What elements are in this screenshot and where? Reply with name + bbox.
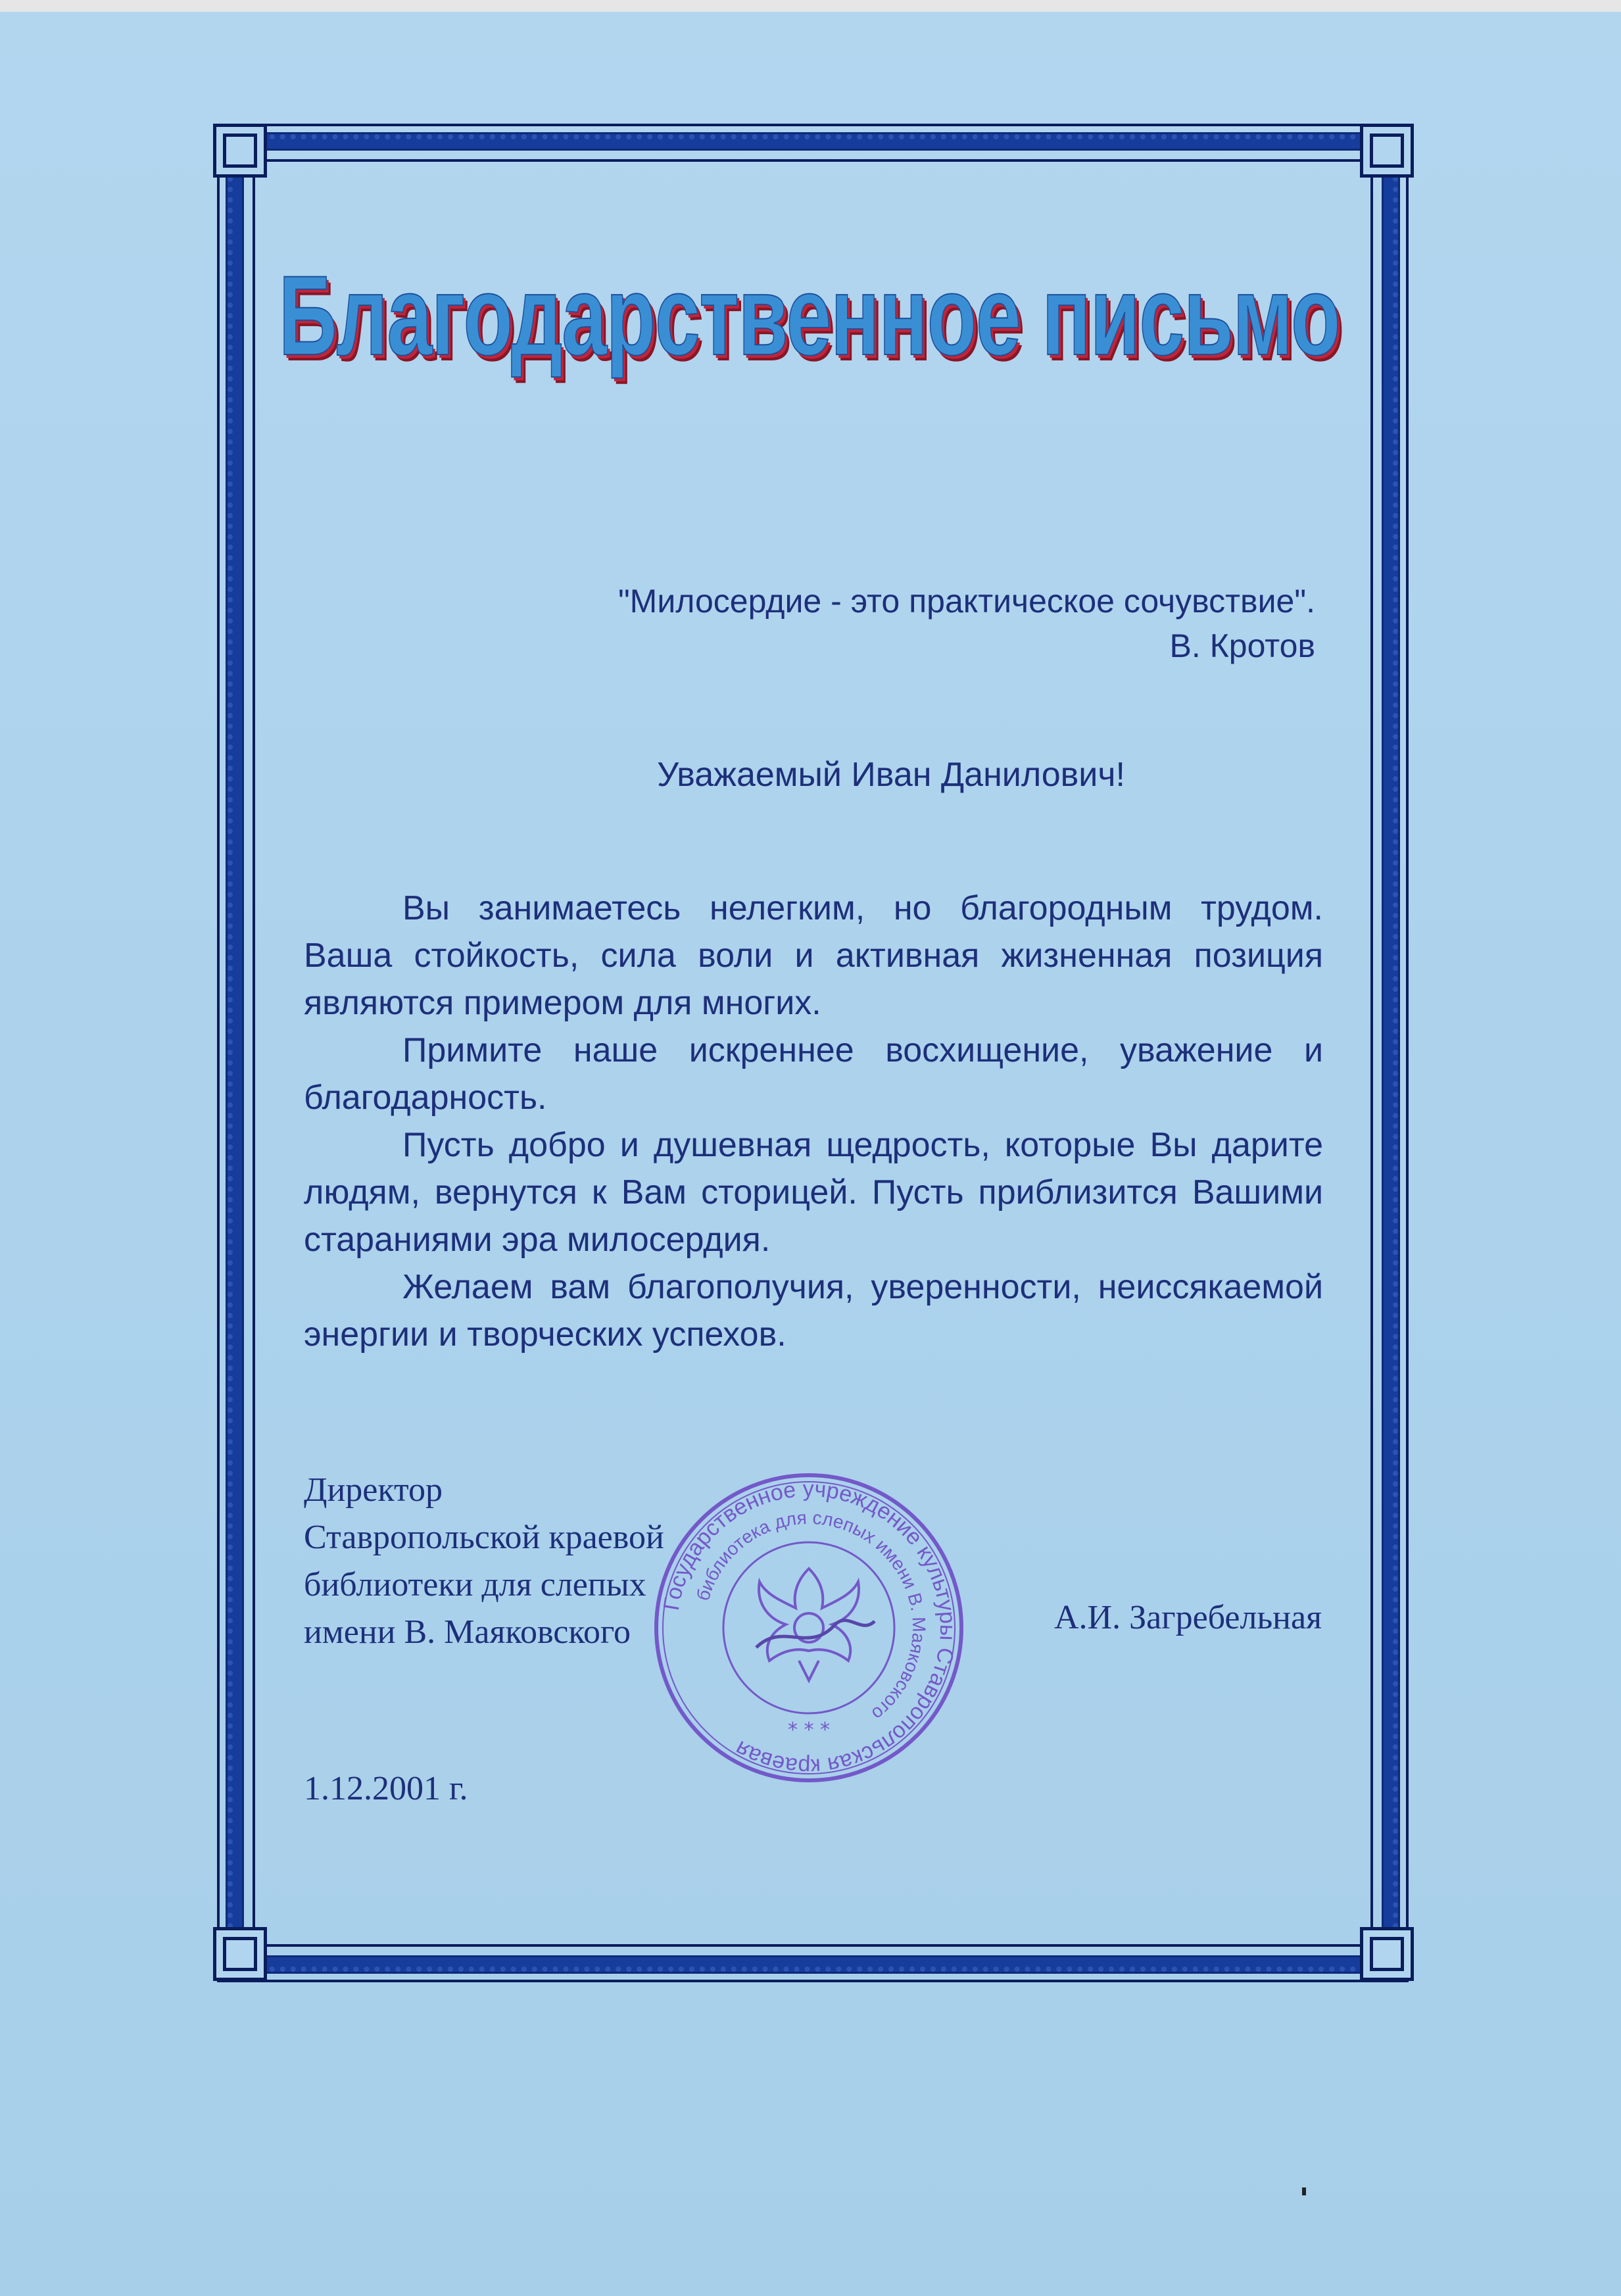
frame-corner-bottom-right (1360, 1927, 1414, 1981)
body-paragraph: Вы занимаетесь нелегким, но благородным трудом. Ваша стойкость, сила воли и активная жизненная позиция являются примером для многих. (304, 889, 1323, 1022)
letter-title (278, 250, 1340, 381)
body-paragraph: Примите наше искреннее восхищение, уважение и благодарность. (304, 1031, 1323, 1117)
signature-block (304, 1467, 698, 1656)
letter-body (304, 885, 1323, 1358)
stamp-outer-text: Государственное учреждение культуры Ставропольская краевая (658, 1476, 961, 1780)
signature-line: имени В. Маяковского (304, 1613, 631, 1651)
scan-artifact (1302, 2187, 1306, 2195)
eagle-emblem-icon (759, 1569, 859, 1680)
epigraph-quote: "Милосердие - это практическое сочувствие". (617, 583, 1315, 620)
frame-corner-top-left (213, 124, 267, 178)
scan-edge (0, 0, 1621, 12)
letter-title-text: Благодарственное письмо (278, 253, 1340, 379)
greeting: Уважаемый Иван Данилович! (657, 756, 1125, 794)
signer-name: А.И. Загребельная (1054, 1599, 1322, 1636)
letter-date: 1.12.2001 г. (304, 1770, 468, 1807)
epigraph-author: В. Кротов (1169, 627, 1315, 664)
signature-line: Ставропольской краевой (304, 1519, 664, 1556)
frame-corner-bottom-left (213, 1927, 267, 1981)
frame-corner-top-right (1360, 124, 1414, 178)
signature-line: Директор (304, 1471, 443, 1509)
stamp-stars-icon: * * * (787, 1719, 831, 1742)
signature-line: библиотеки для слепых (304, 1566, 646, 1603)
official-stamp (651, 1470, 967, 1786)
body-paragraph: Желаем вам благополучия, уверенности, неиссякаемой энергии и творческих успехов. (304, 1268, 1323, 1354)
epigraph (460, 579, 1315, 668)
stamp-inner-text: библиотека для слепых имени В. Маяковского (692, 1507, 930, 1724)
body-paragraph: Пусть добро и душевная щедрость, которые Вы дарите людям, вернутся к Вам сторицей. Пусть приблизится Вашими стараниями эра милосердия. (304, 1126, 1323, 1259)
